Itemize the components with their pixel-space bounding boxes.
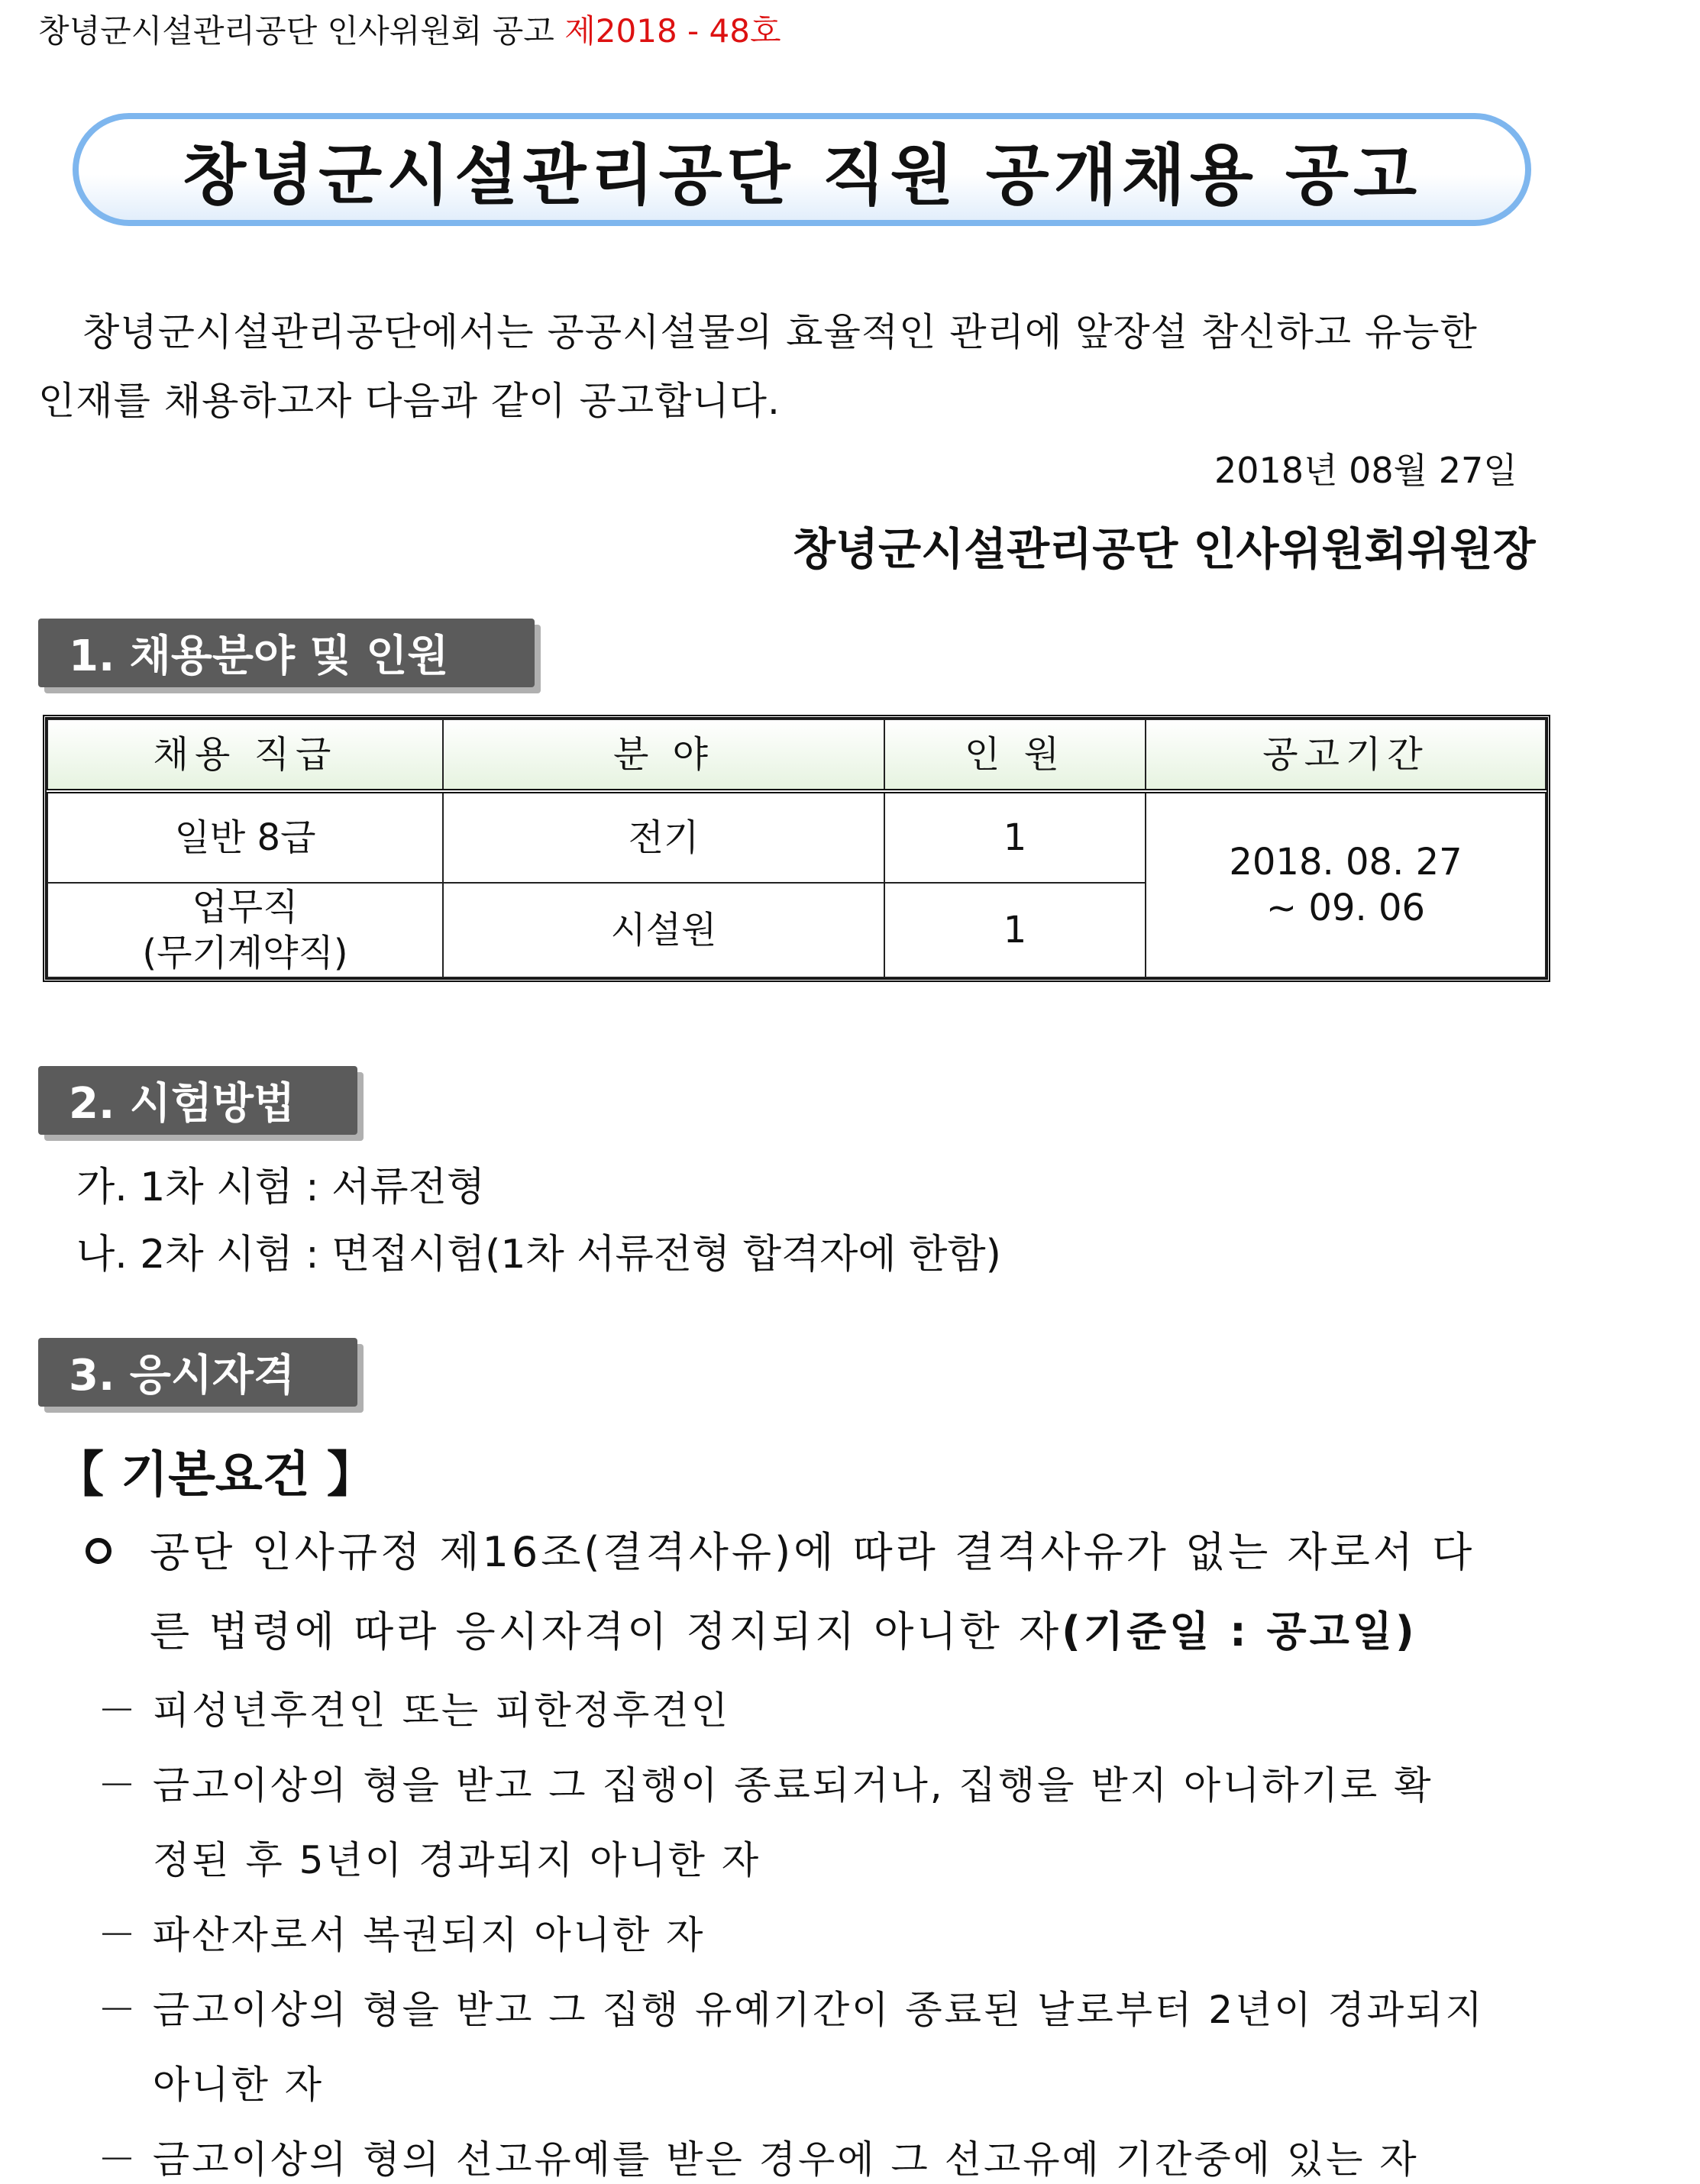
reference-date-note: (기준일 : 공고일) <box>1062 1607 1417 1656</box>
disqualification-item: － 금고이상의 형을 받고 그 집행이 종료되거나, 집행을 받지 아니하기로 확 <box>98 1763 1433 1808</box>
section-2-header <box>38 1066 357 1135</box>
period-start: 2018. 08. 27 <box>1229 841 1462 884</box>
section-2-title: 2. 시험방법 <box>69 1079 296 1129</box>
table-cell-period <box>1146 791 1546 977</box>
grade-line-1: 업무직 <box>192 886 299 929</box>
recruitment-table <box>43 715 1550 982</box>
signer: 창녕군시설관리공단 인사위원회위원장 <box>793 523 1536 575</box>
notice-number: 제2018 - 48호 <box>564 12 781 50</box>
section-1-title: 1. 채용분야 및 인원 <box>69 632 449 681</box>
section-3-title: 3. 응시자격 <box>69 1351 296 1401</box>
requirement-bullet-line-1: 공단 인사규정 제16조(결격사유)에 따라 결격사유가 없는 자로서 다 <box>150 1528 1475 1576</box>
table-cell-field: 전기 <box>443 791 884 883</box>
table-cell-count: 1 <box>884 883 1146 977</box>
requirement-bullet-text: 른 법령에 따라 응시자격이 정지되지 아니한 자 <box>150 1607 1062 1656</box>
table-cell-grade <box>47 883 443 977</box>
table-header-field: 분 야 <box>443 719 884 791</box>
intro-line-1: 창녕군시설관리공단에서는 공공시설물의 효율적인 관리에 앞장설 참신하고 유능한 <box>82 310 1478 354</box>
disqualification-item: － 피성년후견인 또는 피한정후견인 <box>98 1688 730 1733</box>
section-1-header <box>38 619 535 687</box>
table-cell-grade: 일반 8급 <box>47 791 443 883</box>
requirement-bullet-line-2 <box>150 1599 1417 1658</box>
disqualification-item: － 금고이상의 형을 받고 그 집행 유예기간이 종료된 날로부터 2년이 경과되지 <box>98 1988 1485 2032</box>
title-banner <box>73 113 1531 226</box>
table-row <box>47 791 1546 883</box>
disqualification-item-continued: 정된 후 5년이 경과되지 아니한 자 <box>153 1838 761 1882</box>
period-end: ~ 09. 06 <box>1265 887 1426 929</box>
notice-issuer: 창녕군시설관리공단 인사위원회 공고 <box>38 12 565 50</box>
notice-date: 2018년 08월 27일 <box>1214 450 1517 491</box>
table-cell-field: 시설원 <box>443 883 884 977</box>
intro-line-2: 인재를 채용하고자 다음과 같이 공고합니다. <box>38 379 781 423</box>
disqualification-item: － 파산자로서 복권되지 아니한 자 <box>98 1913 706 1957</box>
table-header-count: 인 원 <box>884 719 1146 791</box>
circle-bullet-icon <box>86 1538 112 1564</box>
table-header-grade: 채용 직급 <box>47 719 443 791</box>
exam-item-2: 나. 2차 시험 : 면접시험(1차 서류전형 합격자에 한함) <box>76 1232 1001 1278</box>
grade-line-2: (무기계약직) <box>142 932 348 974</box>
table-cell-count: 1 <box>884 791 1146 883</box>
table-header-row <box>47 719 1546 791</box>
exam-item-1: 가. 1차 시험 : 서류전형 <box>76 1165 486 1210</box>
section-3-header <box>38 1338 357 1407</box>
disqualification-item: － 금고이상의 형의 선고유예를 받은 경우에 그 선고유예 기간중에 있는 자 <box>98 2137 1419 2182</box>
notice-number-line <box>38 6 781 52</box>
disqualification-item-continued: 아니한 자 <box>153 2063 325 2107</box>
page-title: 창녕군시설관리공단 직원 공개채용 공고 <box>182 137 1422 214</box>
table-header-period: 공고기간 <box>1146 719 1546 791</box>
basic-requirements-heading: 【 기본요건 】 <box>55 1446 376 1504</box>
